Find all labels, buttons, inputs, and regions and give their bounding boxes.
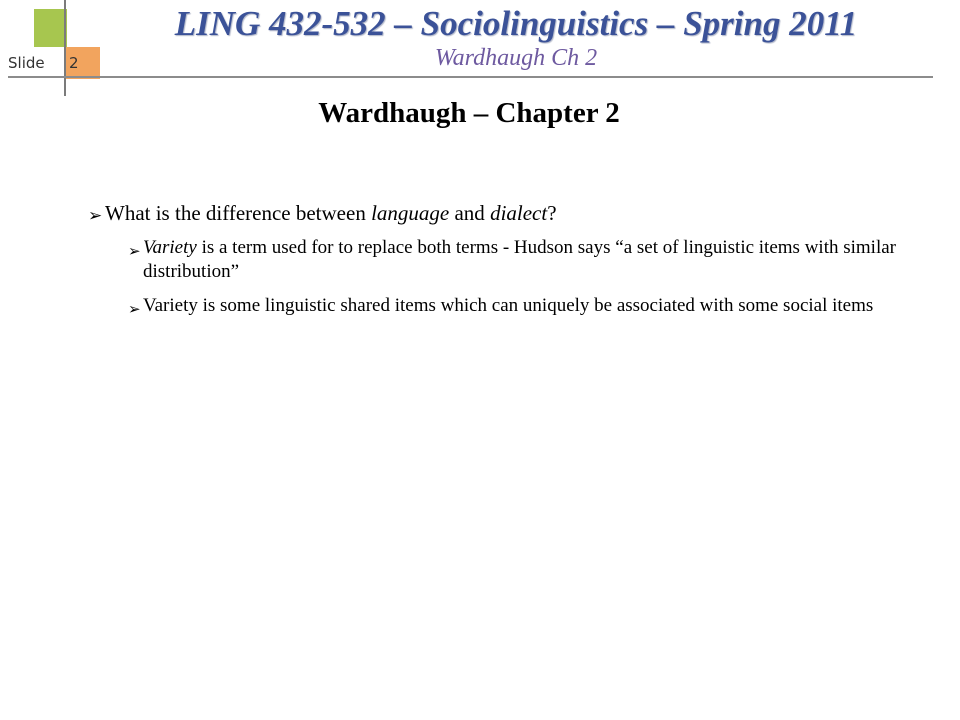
- bullet-text: is a term used for to replace both terms - Hudson says “a set of linguistic items with similar distribution”: [143, 237, 896, 282]
- course-subtitle: Wardhaugh Ch 2: [434, 45, 598, 71]
- bullet-emphasis-variety: Variety: [143, 237, 197, 258]
- arrow-bullet-icon: ➢: [128, 242, 141, 260]
- bullet-text: Variety is some linguistic shared items which can uniquely be associated with some social items: [143, 295, 874, 316]
- bullet-text: and: [449, 201, 491, 225]
- vertical-rule: [64, 0, 66, 96]
- header-rule: [8, 76, 933, 78]
- sub-bullet-variety-definition: [128, 236, 903, 284]
- sub-bullet-variety-social: [128, 294, 903, 318]
- course-title: LING 432-532 – Sociolinguistics – Spring 2011: [174, 4, 858, 43]
- bullet-emphasis-language: language: [371, 201, 450, 225]
- bullet-item-question: [88, 200, 918, 226]
- slide-number: 2: [69, 54, 79, 72]
- arrow-bullet-icon: ➢: [128, 300, 141, 318]
- bullet-text: What is the difference between: [105, 201, 372, 225]
- bullet-list: [88, 200, 918, 318]
- green-accent-square: [34, 9, 67, 47]
- slide-label: Slide: [8, 54, 45, 72]
- bullet-emphasis-dialect: dialect: [490, 201, 548, 225]
- arrow-bullet-icon: ➢: [88, 206, 103, 226]
- slide-title: Wardhaugh – Chapter 2: [318, 97, 620, 129]
- bullet-text: ?: [547, 201, 557, 225]
